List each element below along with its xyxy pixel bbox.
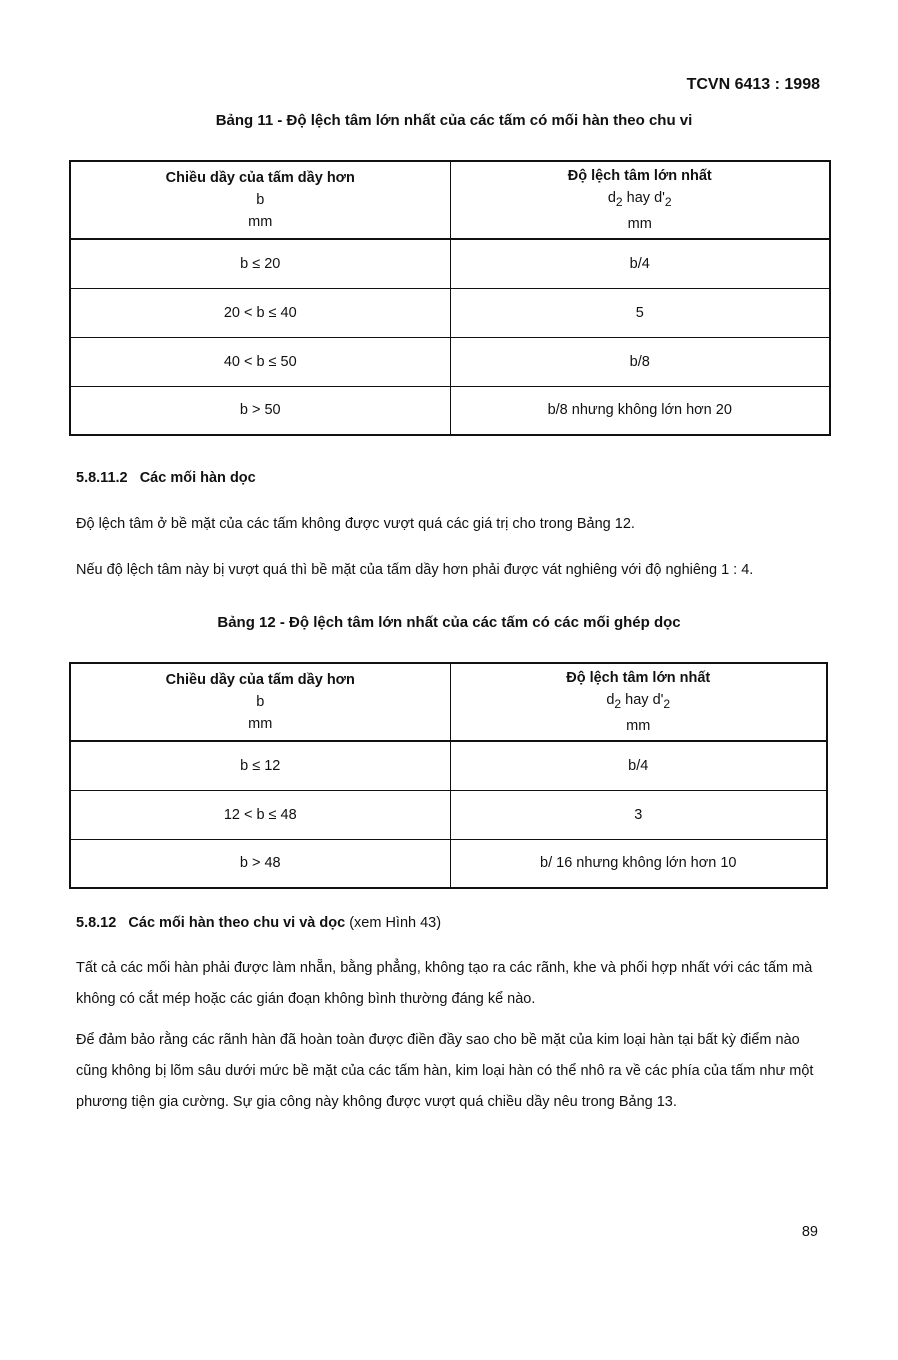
table-cell: b ≤ 12 <box>70 741 450 790</box>
column-title: Độ lệch tâm lớn nhất <box>567 168 712 185</box>
table-row <box>70 239 830 288</box>
paragraph: Tất cả các mối hàn phải được làm nhẵn, bằng phẳng, không tạo ra các rãnh, khe và phối hợp nhất với các tấm mà không có cắt mép hoặc các gián đoạn không bình thường đáng kể nào. <box>76 960 813 1007</box>
column-title: Chiều dầy của tấm dầy hơn <box>165 170 355 186</box>
paragraph: Độ lệch tâm ở bề mặt của các tấm không được vượt quá các giá trị cho trong Bảng 12. <box>76 516 635 532</box>
table-12-caption: Bảng 12 - Độ lệch tâm lớn nhất của các tấm có các mối ghép dọc <box>217 614 681 631</box>
section-title: Các mối hàn dọc <box>139 470 256 486</box>
column-title: Độ lệch tâm lớn nhất <box>566 670 711 687</box>
section-heading-5-8-11-2 <box>76 470 256 486</box>
column-symbol: b <box>256 192 265 208</box>
section-number: 5.8.12 <box>76 915 117 931</box>
table-11 <box>69 160 831 436</box>
table-cell: 5 <box>450 288 830 337</box>
table-row <box>70 741 827 790</box>
table-row <box>70 790 827 839</box>
table-header-row <box>70 663 827 741</box>
table-row <box>70 337 830 386</box>
table-12 <box>69 662 828 889</box>
table-cell: 20 < b ≤ 40 <box>70 288 450 337</box>
table-row <box>70 839 827 888</box>
column-unit: mm <box>627 215 652 232</box>
table-header-row <box>70 161 830 239</box>
table-cell: b/8 <box>450 337 830 386</box>
paragraph: Để đảm bảo rằng các rãnh hàn đã hoàn toàn được điền đầy sao cho bề mặt của kim loại hàn tại bất kỳ điểm nào cũng không bị lõm sâu dưới mức bề mặt của các tấm hàn, kim loại hàn có thể nhô ra về các phía của tấm như một phương tiện gia cường. Sự gia công này không được vượt quá chiều dầy nêu trong Bảng 13. <box>76 1032 814 1110</box>
table-11-caption: Bảng 11 - Độ lệch tâm lớn nhất của các tấm có mối hàn theo chu vi <box>215 112 693 129</box>
column-unit: mm <box>248 214 273 230</box>
page-number: 89 <box>801 1224 818 1240</box>
column-unit: mm <box>248 716 273 732</box>
table-cell: b ≤ 20 <box>70 239 450 288</box>
column-symbol: $d_2$ hay $d'_2$ <box>607 190 672 209</box>
column-header-eccentricity <box>450 161 830 239</box>
table-cell: b/4 <box>450 239 830 288</box>
table-cell: 3 <box>450 790 827 839</box>
table-cell: 12 < b ≤ 48 <box>70 790 450 839</box>
table-row <box>70 386 830 435</box>
table-cell: 40 < b ≤ 50 <box>70 337 450 386</box>
column-symbol: $d_2$ hay $d'_2$ <box>606 692 671 711</box>
table-row <box>70 288 830 337</box>
column-symbol: b <box>256 694 265 710</box>
column-title: Chiều dầy của tấm dầy hơn <box>165 672 355 688</box>
column-header-eccentricity <box>450 663 827 741</box>
paragraph: Nếu độ lệch tâm này bị vượt quá thì bề mặt của tấm dầy hơn phải được vát nghiêng với độ nghiêng 1 : 4. <box>76 562 754 578</box>
column-unit: mm <box>626 717 651 734</box>
table-cell: b > 50 <box>70 386 450 435</box>
standard-code: TCVN 6413 : 1998 <box>686 76 820 93</box>
table-cell: b/8 nhưng không lớn hơn 20 <box>450 386 830 435</box>
table-cell: b > 48 <box>70 839 450 888</box>
table-cell: b/ 16 nhưng không lớn hơn 10 <box>450 839 827 888</box>
section-heading-5-8-12 <box>76 915 441 931</box>
table-cell: b/4 <box>450 741 827 790</box>
section-title: Các mối hàn theo chu vi và dọc <box>128 915 346 931</box>
section-title-suffix: (xem Hình 43) <box>345 915 442 931</box>
section-number: 5.8.11.2 <box>76 470 128 486</box>
column-header-thickness <box>70 161 450 239</box>
column-header-thickness <box>70 663 450 741</box>
